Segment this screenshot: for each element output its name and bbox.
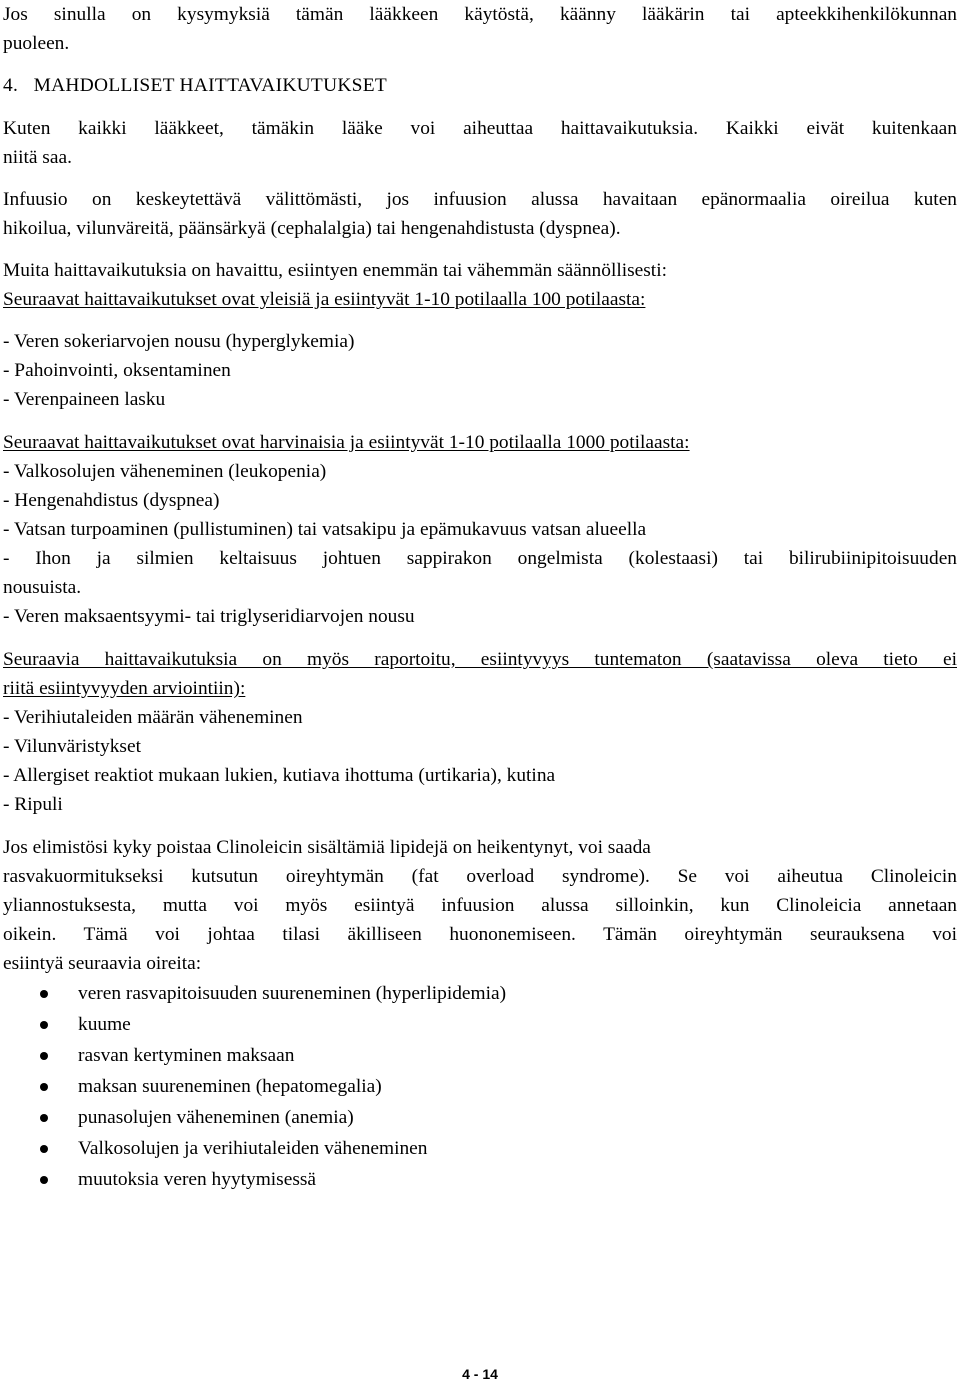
bullet-icon [40, 1021, 48, 1029]
bullet-item [3, 978, 957, 1009]
bullet-text: muutoksia veren hyytymisessä [78, 1169, 317, 1190]
bullet-icon [40, 1114, 48, 1122]
subsection-heading-unknown [3, 645, 957, 674]
intro-line: puoleen. [3, 33, 70, 54]
list-item: - Vilunväristykset [3, 736, 141, 757]
list-item: - Verenpaineen lasku [3, 389, 166, 410]
bullet-text: Valkosolujen ja verihiutaleiden väheneminen [78, 1138, 428, 1159]
paragraph-line: esiintyä seuraavia oireita: [3, 953, 202, 974]
bullet-text: rasvan kertyminen maksaan [78, 1045, 295, 1066]
underlined-text: Seuraavia haittavaikutuksia on myös raportoitu, esiintyvyys tuntematon (saatavissa oleva tieto ei [3, 649, 957, 670]
symptom-bullet-list [3, 978, 957, 1195]
bullet-item [3, 1164, 957, 1195]
bullet-text: veren rasvapitoisuuden suureneminen (hyperlipidemia) [78, 983, 507, 1004]
bullet-icon [40, 1176, 48, 1184]
paragraph-line: Infuusio on keskeytettävä välittömästi, jos infuusion alussa havaitaan epänormaalia oireilua kuten [3, 189, 957, 210]
subsection-heading-unknown [3, 674, 957, 703]
list-item: - Verihiutaleiden määrän väheneminen [3, 707, 303, 728]
bullet-icon [40, 1145, 48, 1153]
bullet-text: punasolujen väheneminen (anemia) [78, 1107, 354, 1128]
paragraph-line: oikein. Tämä voi johtaa tilasi äkilliseen huononemiseen. Tämän oireyhtymän seurauksena voi [3, 924, 957, 945]
list-item: - Ihon ja silmien keltaisuus johtuen sappirakon ongelmista (kolestaasi) tai bilirubiinipitoisuuden [3, 548, 957, 569]
list-item: - Ripuli [3, 794, 63, 815]
intro-line: Jos sinulla on kysymyksiä tämän lääkkeen käytöstä, käänny lääkärin tai apteekkihenkilökunnan [3, 4, 957, 25]
bullet-icon [40, 1083, 48, 1091]
bullet-text: maksan suureneminen (hepatomegalia) [78, 1076, 382, 1097]
section-heading: 4. MAHDOLLISET HAITTAVAIKUTUKSET [3, 75, 388, 96]
paragraph-line: rasvakuormitukseksi kutsutun oireyhtymän (fat overload syndrome). Se voi aiheutua Clinoleicin [3, 866, 957, 887]
paragraph-line: yliannostuksesta, mutta voi myös esiintyä infuusion alussa silloinkin, kun Clinoleicia annetaan [3, 895, 957, 916]
page-number: 4 - 14 [462, 1366, 498, 1382]
bullet-item [3, 1040, 957, 1071]
subsection-heading-common [3, 285, 957, 314]
underlined-text: Seuraavat haittavaikutukset ovat yleisiä ja esiintyvät 1-10 potilaalla 100 potilaasta: [3, 289, 646, 310]
bullet-item [3, 1009, 957, 1040]
bullet-item [3, 1071, 957, 1102]
paragraph-line: Jos elimistösi kyky poistaa Clinoleicin sisältämiä lipidejä on heikentynyt, voi saada [3, 837, 651, 858]
list-item: - Veren sokeriarvojen nousu (hyperglykemia) [3, 331, 355, 352]
bullet-icon [40, 1052, 48, 1060]
underlined-text: Seuraavat haittavaikutukset ovat harvinaisia ja esiintyvät 1-10 potilaalla 1000 potilaasta: [3, 432, 690, 453]
list-item: - Valkosolujen väheneminen (leukopenia) [3, 461, 327, 482]
bullet-icon [40, 990, 48, 998]
bullet-item [3, 1133, 957, 1164]
underlined-text: riitä esiintyvyyden arviointiin): [3, 678, 246, 699]
subsection-heading-rare [3, 428, 957, 457]
list-item: - Vatsan turpoaminen (pullistuminen) tai vatsakipu ja epämukavuus vatsan alueella [3, 519, 647, 540]
list-item: - Pahoinvointi, oksentaminen [3, 360, 231, 381]
paragraph-line: Kuten kaikki lääkkeet, tämäkin lääke voi aiheuttaa haittavaikutuksia. Kaikki eivät kuitenkaan [3, 118, 957, 139]
list-item: nousuista. [3, 577, 82, 598]
list-item: - Allergiset reaktiot mukaan lukien, kutiava ihottuma (urtikaria), kutina [3, 765, 556, 786]
list-item: - Veren maksaentsyymi- tai triglyseridiarvojen nousu [3, 606, 415, 627]
bullet-item [3, 1102, 957, 1133]
paragraph-line: Muita haittavaikutuksia on havaittu, esiintyen enemmän tai vähemmän säännöllisesti: [3, 260, 667, 281]
paragraph-line: hikoilua, vilunväreitä, päänsärkyä (cephalalgia) tai hengenahdistusta (dyspnea). [3, 218, 621, 239]
bullet-text: kuume [78, 1014, 131, 1035]
document-page [3, 0, 957, 1195]
paragraph-line: niitä saa. [3, 147, 72, 168]
list-item: - Hengenahdistus (dyspnea) [3, 490, 220, 511]
